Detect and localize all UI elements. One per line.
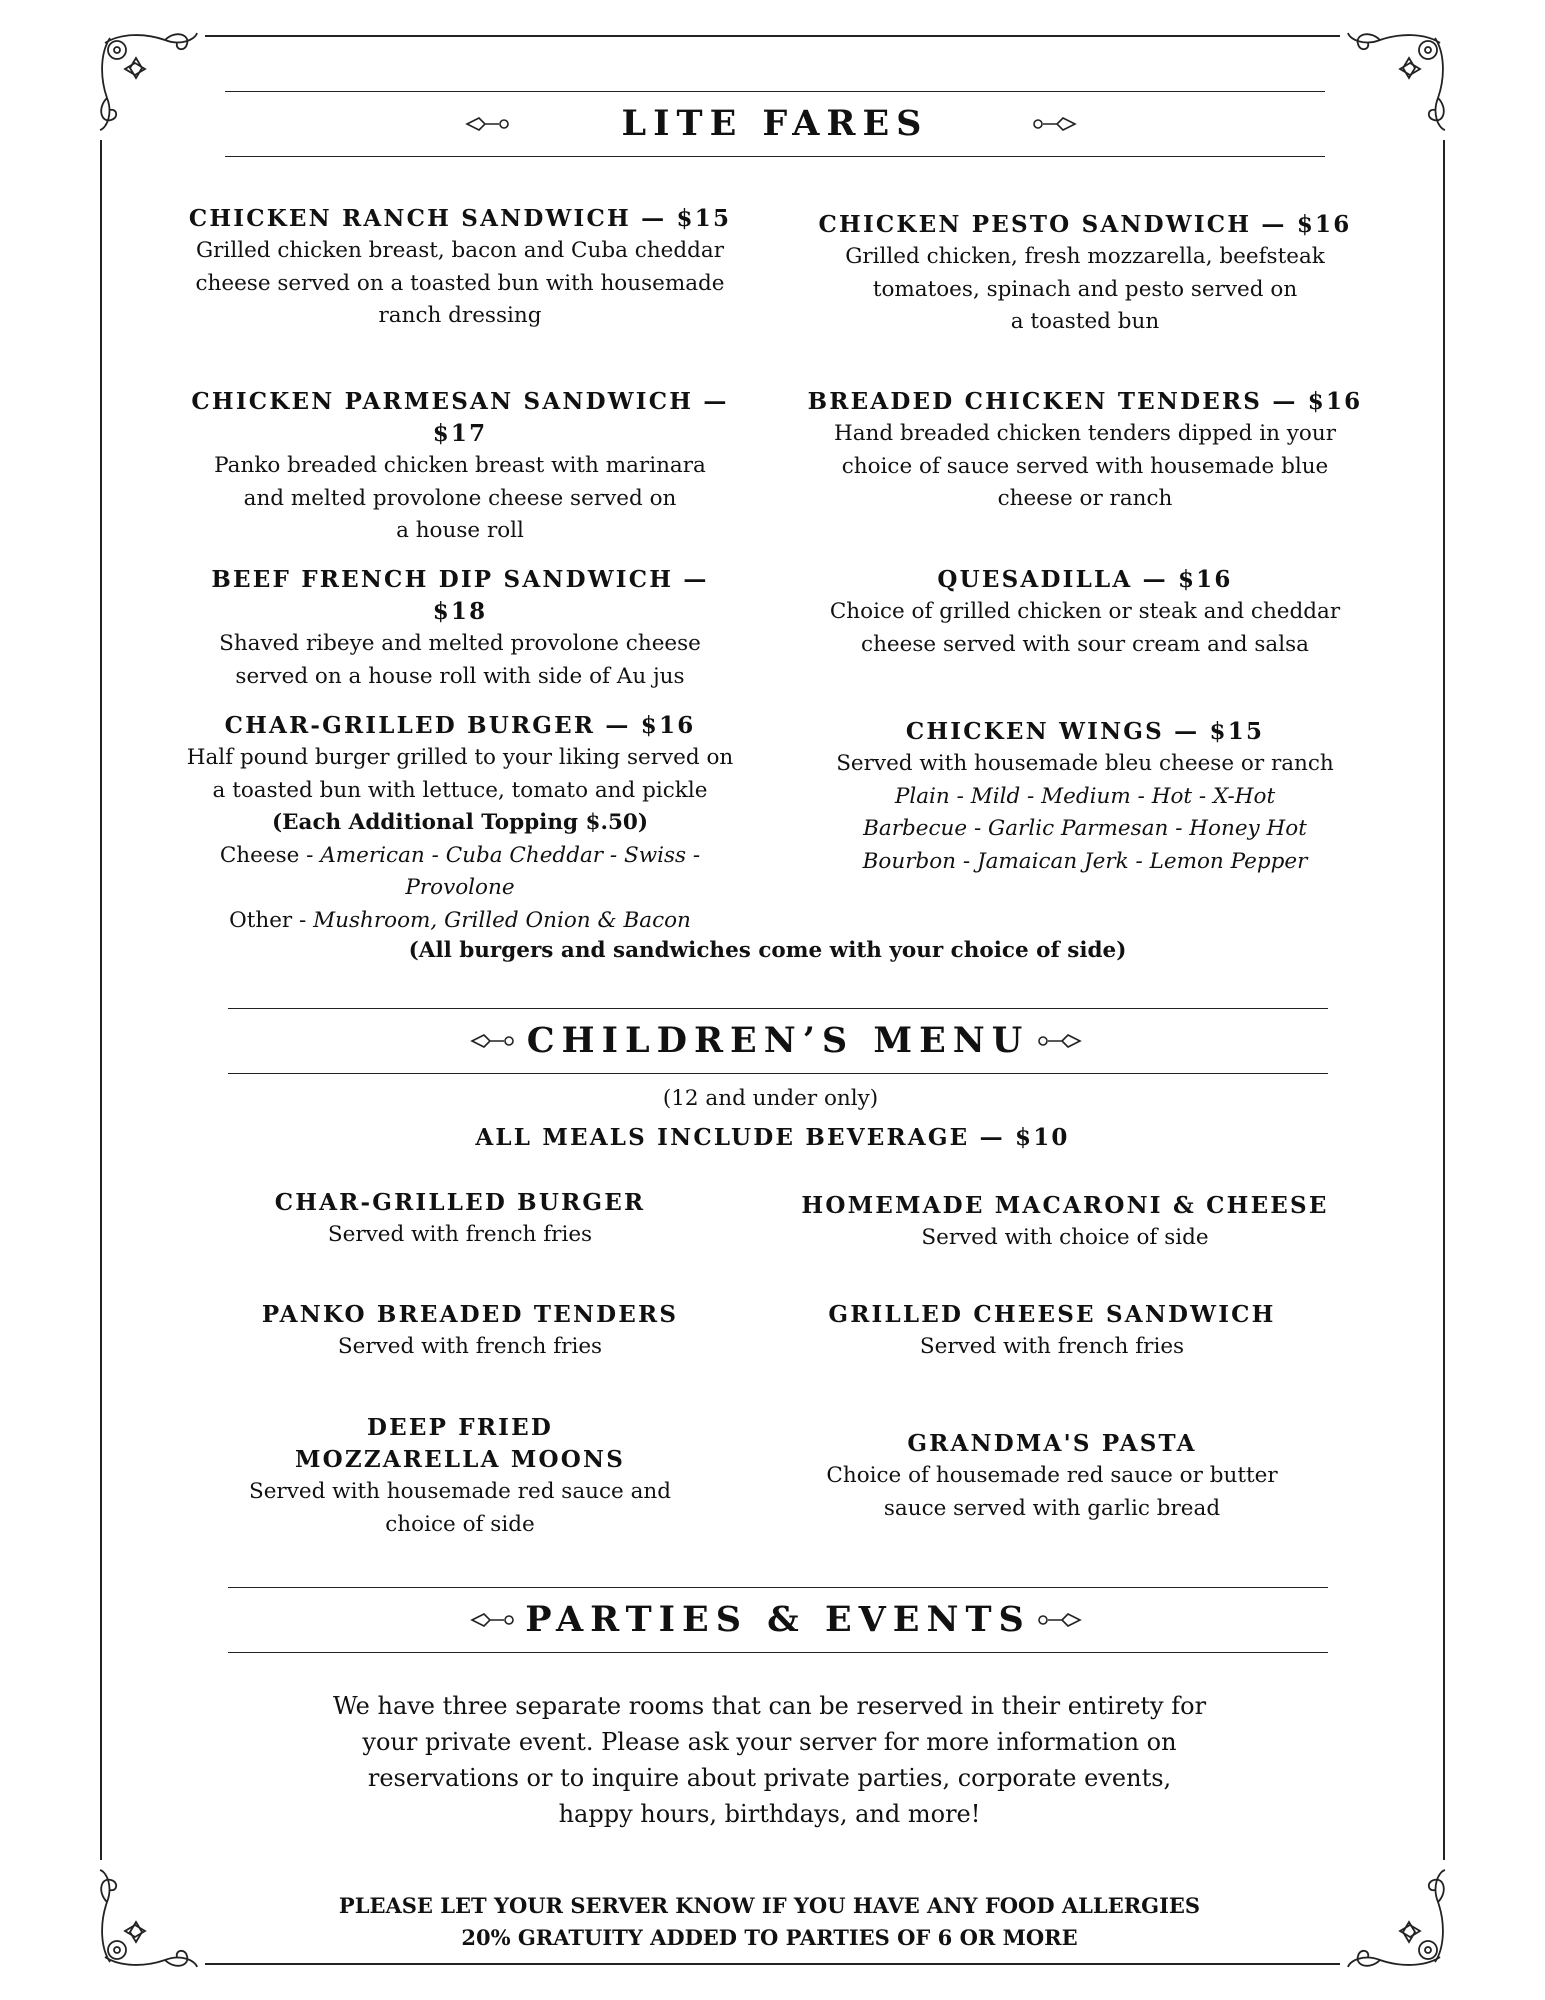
parties-text-line: happy hours, birthdays, and more! [558, 1800, 981, 1828]
cheese-options [180, 840, 740, 905]
desc-line: Served with choice of side [921, 1225, 1209, 1250]
desc-line: and melted provolone cheese served on [243, 485, 677, 511]
item-name-line: DEEP FRIED [367, 1414, 553, 1441]
item-description [785, 1222, 1345, 1255]
other-list: Mushroom, Grilled Onion & Bacon [313, 907, 691, 933]
parties-text-line: your private event. Please ask your server for more information on [362, 1728, 1177, 1756]
desc-line: a toasted bun [1010, 309, 1160, 334]
desc-line: Choice of housemade red sauce or butter [826, 1463, 1278, 1488]
desc-line: a house roll [396, 518, 524, 543]
desc-line: Half pound burger grilled to your liking served on [186, 745, 734, 770]
border-bottom [205, 1963, 1340, 1965]
menu-item [180, 1412, 740, 1541]
item-description [772, 1331, 1332, 1364]
menu-item [805, 564, 1365, 661]
item-name: CHAR-GRILLED BURGER [274, 1189, 646, 1216]
menu-item [772, 1428, 1332, 1525]
item-name: QUESADILLA — $16 [937, 566, 1233, 593]
desc-line: choice of sauce served with housemade blue [841, 453, 1329, 479]
parties-events-title: PARTIES & EVENTS [525, 1599, 1031, 1640]
flavor-line: Bourbon - Jamaican Jerk - Lemon Pepper [862, 848, 1308, 874]
desc-line: sauce served with garlic bread [883, 1495, 1221, 1521]
item-name: GRILLED CHEESE SANDWICH [828, 1301, 1276, 1328]
desc-line: Served with housemade red sauce and [248, 1479, 672, 1504]
corner-ornament-icon [1340, 28, 1450, 138]
item-name: HOMEMADE MACARONI & CHEESE [801, 1192, 1329, 1219]
desc-line: served on a house roll with side of Au jus [235, 663, 685, 689]
parties-description [0, 1688, 1542, 1832]
cheese-list: American - Cuba Cheddar - Swiss - Provolone [320, 842, 701, 900]
item-name: GRANDMA'S PASTA [907, 1430, 1197, 1457]
menu-item [772, 1299, 1332, 1364]
allergy-note: PLEASE LET YOUR SERVER KNOW IF YOU HAVE ANY FOOD ALLERGIES [338, 1893, 1201, 1918]
desc-line: Grilled chicken breast, bacon and Cuba cheddar [195, 238, 725, 263]
parties-text-line: reservations or to inquire about private parties, corporate events, [367, 1764, 1172, 1792]
item-description [805, 748, 1365, 878]
menu-item [805, 716, 1365, 878]
topping-note: (Each Additional Topping $.50) [271, 810, 649, 835]
item-description [180, 450, 740, 548]
menu-item [180, 386, 740, 548]
other-label: Other - [229, 907, 314, 933]
flavor-line: Barbecue - Garlic Parmesan - Honey Hot [863, 816, 1307, 841]
flavor-line: Plain - Mild - Medium - Hot - X-Hot [894, 783, 1276, 809]
flourish-right-icon [1036, 1610, 1082, 1630]
item-name-line: MOZZARELLA MOONS [294, 1446, 626, 1473]
desc-line: choice of side [385, 1511, 535, 1537]
item-description [180, 742, 740, 937]
desc-line: Choice of grilled chicken or steak and cheddar [829, 599, 1341, 624]
menu-item [180, 1187, 740, 1252]
item-description [190, 1331, 750, 1364]
item-description [180, 1476, 740, 1541]
parties-events-header [228, 1587, 1328, 1653]
desc-line: a toasted bun with lettuce, tomato and pickle [212, 777, 708, 803]
item-description [180, 235, 740, 333]
flourish-right-icon [1036, 1031, 1082, 1051]
item-description [805, 418, 1365, 516]
menu-item [180, 710, 740, 937]
desc-line: ranch dressing [378, 303, 542, 328]
item-name: CHICKEN PARMESAN SANDWICH — $17 [191, 388, 729, 447]
desc-line: Shaved ribeye and melted provolone cheese [219, 631, 701, 656]
flourish-right-icon [1031, 114, 1077, 134]
item-name: BREADED CHICKEN TENDERS — $16 [807, 388, 1363, 415]
gratuity-note: 20% GRATUITY ADDED TO PARTIES OF 6 OR MORE [461, 1925, 1078, 1950]
desc-line: Served with french fries [337, 1334, 603, 1359]
border-top [205, 35, 1340, 37]
item-name: PANKO BREADED TENDERS [261, 1301, 679, 1328]
desc-line: Served with housemade bleu cheese or ranch [836, 751, 1334, 776]
menu-item [190, 1299, 750, 1364]
desc-line: Hand breaded chicken tenders dipped in your [833, 421, 1337, 446]
item-name: CHICKEN WINGS — $15 [905, 718, 1265, 745]
menu-item [805, 209, 1365, 339]
age-note: (12 and under only) [662, 1086, 879, 1111]
cheese-label: Cheese - [219, 842, 321, 868]
childrens-menu-title: CHILDREN’S MENU [526, 1020, 1030, 1061]
desc-line: Served with french fries [919, 1334, 1185, 1359]
menu-item [805, 386, 1365, 516]
item-name: CHICKEN RANCH SANDWICH — $15 [188, 205, 732, 232]
menu-item [785, 1190, 1345, 1255]
other-options [180, 905, 740, 938]
item-description [180, 628, 740, 693]
desc-line: Served with french fries [327, 1222, 593, 1247]
item-description [180, 1219, 740, 1252]
desc-line: cheese served with sour cream and salsa [861, 631, 1309, 657]
parties-text-line: We have three separate rooms that can be reserved in their entirety for [332, 1692, 1207, 1720]
footer-notes [0, 1890, 1542, 1954]
border-right [1443, 140, 1445, 1860]
border-left [100, 140, 102, 1860]
item-description [805, 596, 1365, 661]
item-name: CHAR-GRILLED BURGER — $16 [224, 712, 696, 739]
corner-ornament-icon [95, 28, 205, 138]
item-description [805, 241, 1365, 339]
lite-fares-title: LITE FARES [621, 103, 929, 144]
childrens-menu-header [228, 1008, 1328, 1074]
item-description [772, 1460, 1332, 1525]
desc-line: tomatoes, spinach and pesto served on [872, 276, 1298, 302]
desc-line: cheese served on a toasted bun with housemade [195, 270, 725, 296]
desc-line: cheese or ranch [997, 486, 1173, 511]
desc-line: Panko breaded chicken breast with marinara [214, 453, 706, 478]
desc-line: Grilled chicken, fresh mozzarella, beefsteak [845, 244, 1325, 269]
lite-fares-header [225, 91, 1325, 157]
menu-item [180, 203, 740, 333]
price-note: ALL MEALS INCLUDE BEVERAGE — $10 [475, 1124, 1070, 1151]
side-note: (All burgers and sandwiches come with your choice of side) [408, 938, 1127, 963]
item-name: BEEF FRENCH DIP SANDWICH — $18 [211, 566, 709, 625]
menu-item [180, 564, 740, 693]
item-name: CHICKEN PESTO SANDWICH — $16 [818, 211, 1352, 238]
